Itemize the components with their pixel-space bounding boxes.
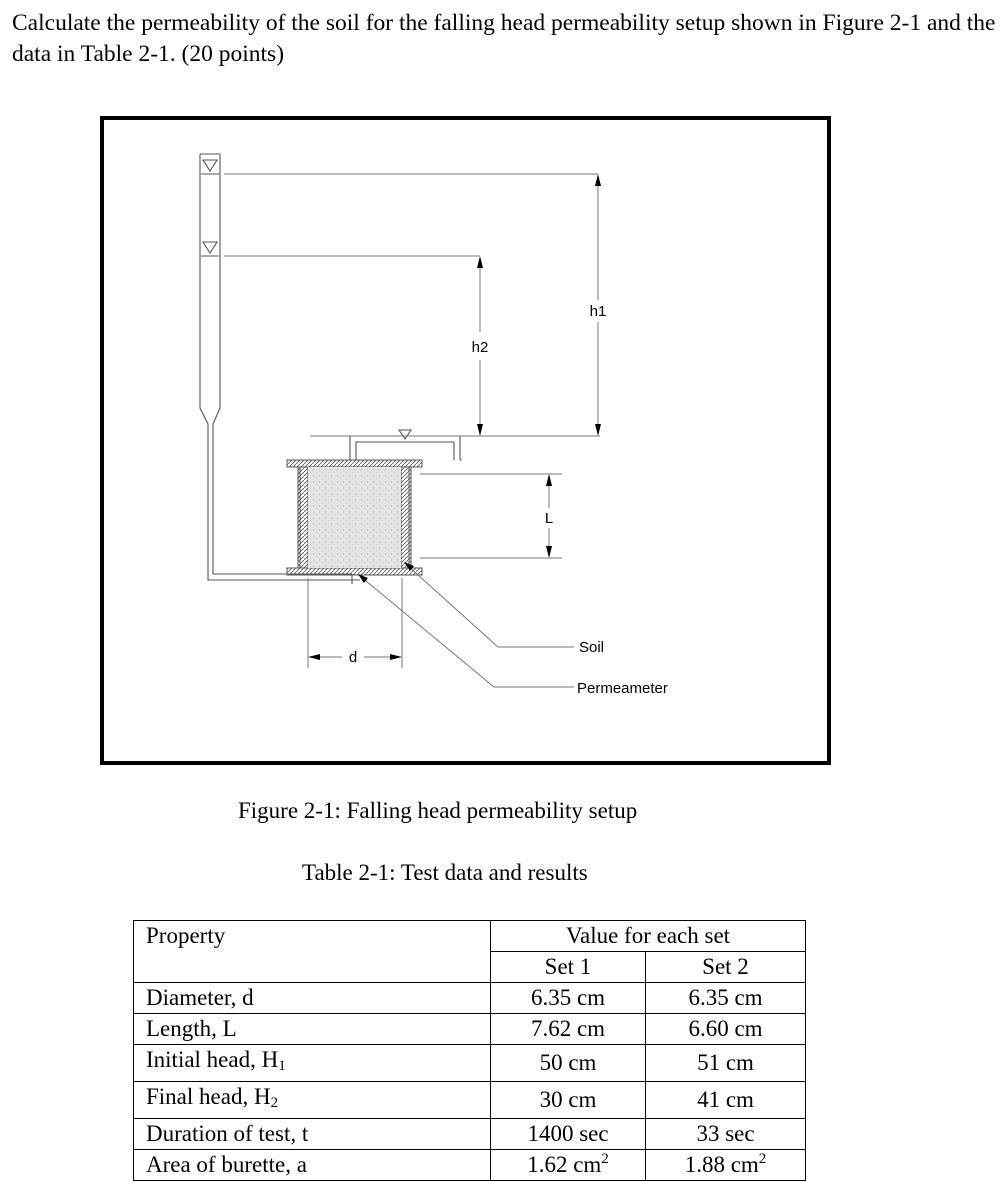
h1-label: h1	[589, 303, 607, 320]
property-cell: Duration of test, t	[134, 1119, 491, 1150]
property-cell: Area of burette, a	[134, 1150, 491, 1181]
table-caption: Table 2-1: Test data and results	[302, 860, 588, 885]
set2-cell: 33 sec	[646, 1119, 806, 1150]
set1-cell: 1.62 $cm^2$	[491, 1150, 646, 1181]
set1-cell: 50 cm	[491, 1045, 646, 1082]
set2-cell: 51 cm	[646, 1045, 806, 1082]
property-cell: Diameter, d	[134, 983, 491, 1014]
table-row	[134, 1150, 806, 1181]
h2-label: h2	[471, 339, 489, 356]
property-cell: Length, L	[134, 1014, 491, 1045]
table-row	[134, 1045, 806, 1082]
soil-sample	[308, 467, 401, 568]
value-header: Value for each set	[491, 921, 806, 952]
set1-cell: 30 cm	[491, 1082, 646, 1119]
table-row	[134, 1014, 806, 1045]
permeameter-body	[287, 460, 422, 575]
table-row	[134, 983, 806, 1014]
figure-frame	[102, 118, 829, 763]
dimension-lines	[224, 174, 600, 668]
property-cell: Final head, $H_2$	[134, 1082, 491, 1119]
figure-caption: Figure 2-1: Falling head permeability setup	[238, 798, 638, 823]
length-label: L	[544, 510, 554, 527]
leader-lines	[360, 566, 574, 687]
test-data-table	[133, 920, 806, 1181]
soil-label: Soil	[579, 639, 605, 656]
set1-cell: 7.62 cm	[491, 1014, 646, 1045]
set2-cell: 6.35 cm	[646, 983, 806, 1014]
question-text: Calculate the permeability of the soil for the falling head permeability setup shown in Figure 2-1 and the data in Table 2-1. (20 points)	[12, 10, 996, 67]
table-row	[134, 1119, 806, 1150]
permeameter-label: Permeameter	[577, 680, 668, 697]
set1-cell: 6.35 cm	[491, 983, 646, 1014]
set1-cell: 1400 sec	[491, 1119, 646, 1150]
set2-header: Set 2	[646, 952, 806, 983]
set2-cell: 6.60 cm	[646, 1014, 806, 1045]
dimension-arrows	[308, 174, 601, 660]
set2-cell: 1.88 $cm^2$	[646, 1150, 806, 1181]
diameter-label: d	[348, 649, 358, 666]
set1-header: Set 1	[491, 952, 646, 983]
table-row	[134, 1082, 806, 1119]
set2-cell: 41 cm	[646, 1082, 806, 1119]
property-cell: Initial head, $H_1$	[134, 1045, 491, 1082]
property-header: Property	[134, 921, 491, 983]
